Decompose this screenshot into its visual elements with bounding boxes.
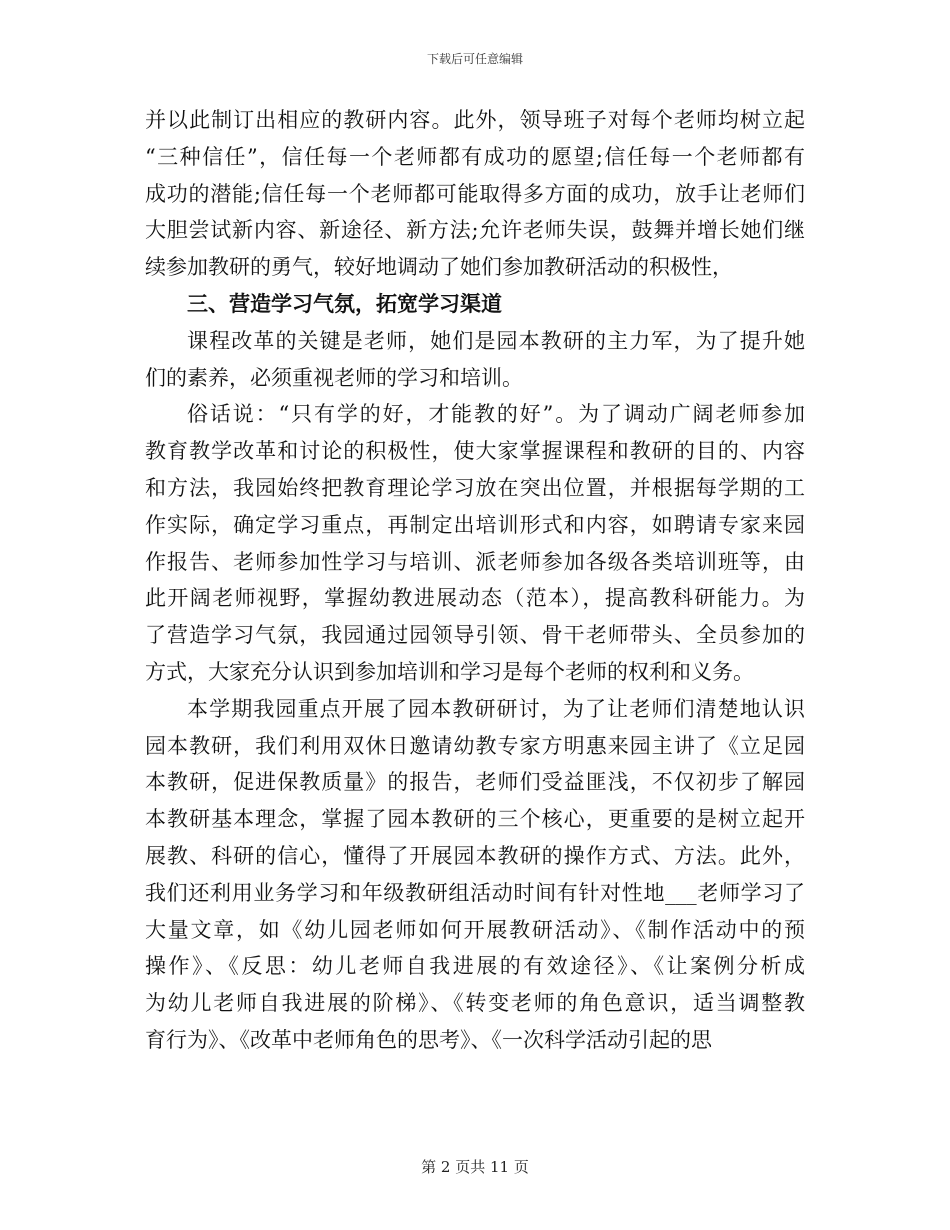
text-line: 俗话说：“只有学的好，才能教的好”。为了调动广阔老师参加 (187, 402, 805, 427)
text-line: 并以此制订出相应的教研内容。此外，领导班子对每个老师均树立起 (145, 108, 805, 132)
text-line: 成功的潜能;信任每一个老师都可能取得多方面的成功，放手让老师们 (145, 181, 805, 206)
paragraph (145, 396, 805, 690)
document-body (145, 102, 805, 1059)
paragraph (145, 323, 805, 397)
text-line: 大胆尝试新内容、新途径、新方法;允许老师失误，鼓舞并增长她们继 (145, 218, 805, 243)
text-line: “三种信任”，信任每一个老师都有成功的愿望;信任每一个老师都有 (145, 144, 805, 169)
text-line: 本教研，促进保教质量》的报告，老师们受益匪浅，不仅初步了解园 (145, 770, 805, 795)
page-header: 下载后可任意编辑 (426, 52, 523, 66)
text-line: 续参加教研的勇气，较好地调动了她们参加教研活动的积极性， (145, 255, 733, 280)
paragraph (145, 102, 805, 286)
paragraph (145, 691, 805, 1059)
text-line: 了营造学习气氛，我园通过园领导引领、骨干老师带头、全员参加的 (145, 623, 805, 648)
text-line: 本学期我园重点开展了园本教研研讨，为了让老师们清楚地认识 (187, 696, 805, 721)
text-line: 课程改革的关键是老师，她们是园本教研的主力军，为了提升她 (187, 328, 805, 353)
text-line: 操作》、《反思：幼儿老师自我进展的有效途径》、《让案例分析成 (145, 954, 805, 979)
text-line: 教育教学改革和讨论的积极性，使大家掌握课程和教研的目的、内容 (145, 439, 805, 464)
page-number: 第 2 页共 11 页 (421, 1158, 529, 1176)
text-line: 们的素养，必须重视老师的学习和培训。 (145, 365, 523, 390)
text-line: 展教、科研的信心，懂得了开展园本教研的操作方式、方法。此外， (145, 843, 805, 868)
text-line: 为幼儿老师自我进展的阶梯》、《转变老师的角色意识，适当调整教 (145, 991, 805, 1016)
text-line: 育行为》、《改革中老师角色的思考》、《一次科学活动引起的思 (145, 1027, 712, 1052)
text-line: 我们还利用业务学习和年级教研组活动时间有针对性地___老师学习了 (145, 880, 805, 905)
text-line: 大量文章，如《幼儿园老师如何开展教研活动》、《制作活动中的预 (145, 917, 805, 942)
text-line: 和方法，我园始终把教育理论学习放在突出位置，并根据每学期的工 (145, 475, 805, 500)
text-line: 本教研基本理念，掌握了园本教研的三个核心，更重要的是树立起开 (145, 807, 805, 832)
text-line: 方式，大家充分认识到参加培训和学习是每个老师的权利和义务。 (145, 659, 754, 684)
section-heading: 三、营造学习气氛，拓宽学习渠道 (187, 290, 502, 316)
text-line: 作实际，确定学习重点，再制定出培训形式和内容，如聘请专家来园 (145, 512, 805, 537)
text-line: 作报告、老师参加性学习与培训、派老师参加各级各类培训班等，由 (145, 549, 805, 574)
text-line: 园本教研，我们利用双休日邀请幼教专家方明惠来园主讲了《立足园 (145, 733, 805, 758)
text-line: 此开阔老师视野，掌握幼教进展动态（范本），提高教科研能力。为 (145, 586, 805, 611)
